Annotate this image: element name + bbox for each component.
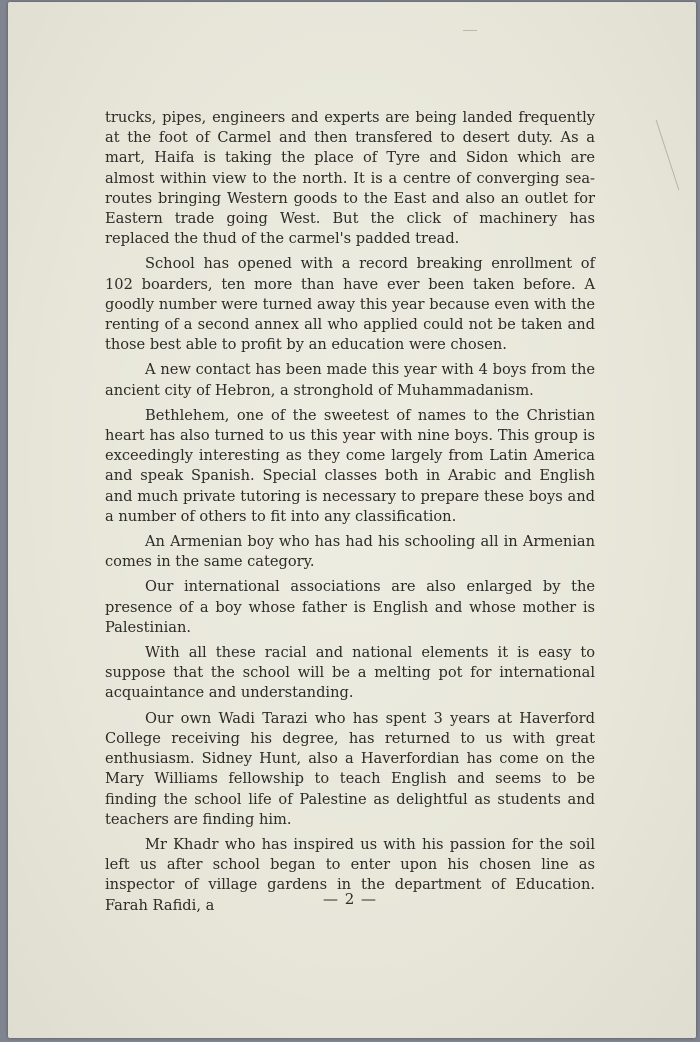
paragraph: Bethlehem, one of the sweetest of names to the Christian heart has also turned to us this year with nine boys. This group is exceedingly interesting as they come largely from Latin America and speak Spanish. Special classes both in Arabic and English and much private tutoring is necessary to prepare these boys and a number of others to fit into any classification. [105, 406, 595, 525]
paragraph: Our own Wadi Tarazi who has spent 3 years at Haverford College receiving his degree, has returned to us with great enthusiasm. Sidney Hunt, also a Haverfordian has come on the Mary Williams fellowship to teach English and seems to be finding the school life of Palestine as delightful as students and teachers are finding him. [105, 709, 595, 828]
paragraph: A new contact has been made this year with 4 boys from the ancient city of Hebron, a stronghold of Muhammadanism. [105, 361, 595, 399]
paragraph: trucks, pipes, engineers and experts are being landed frequently at the foot of Carmel and then transfered to desert duty. As a mart, Haifa is taking the place of Tyre and Sidon which are almost within view to the north. It is a centre of converging sea-routes bringing Western goods to the East and also an outlet for Eastern trade going West. But the click of machinery has replaced the thud of the carmel's padded tread. [105, 109, 595, 248]
paragraph: School has opened with a record breaking enrollment of 102 boarders, ten more than have ever been taken before. A goodly number were turned away this year because even with the renting of a second annex all who applied could not be taken and those best able to profit by an education were chosen. [105, 255, 595, 354]
paper-mark [463, 30, 477, 31]
paragraph: Our international associations are also enlarged by the presence of a boy whose father is English and whose mother is Palestinian. [105, 578, 595, 636]
paper-fold-mark [634, 120, 680, 190]
paragraph: An Armenian boy who has had his schooling all in Armenian comes in the same category. [105, 533, 595, 571]
paragraph: With all these racial and national elements it is easy to suppose that the school will be a melting pot for international acquaintance and understanding. [105, 644, 595, 702]
body-text [105, 108, 595, 921]
paragraph: Mr Khadr who has inspired us with his passion for the soil left us after school began to enter upon his chosen line as inspector of village gardens in the department of Education. Farah Rafidi, a [105, 835, 595, 914]
page-number: — 2 — [322, 890, 378, 908]
